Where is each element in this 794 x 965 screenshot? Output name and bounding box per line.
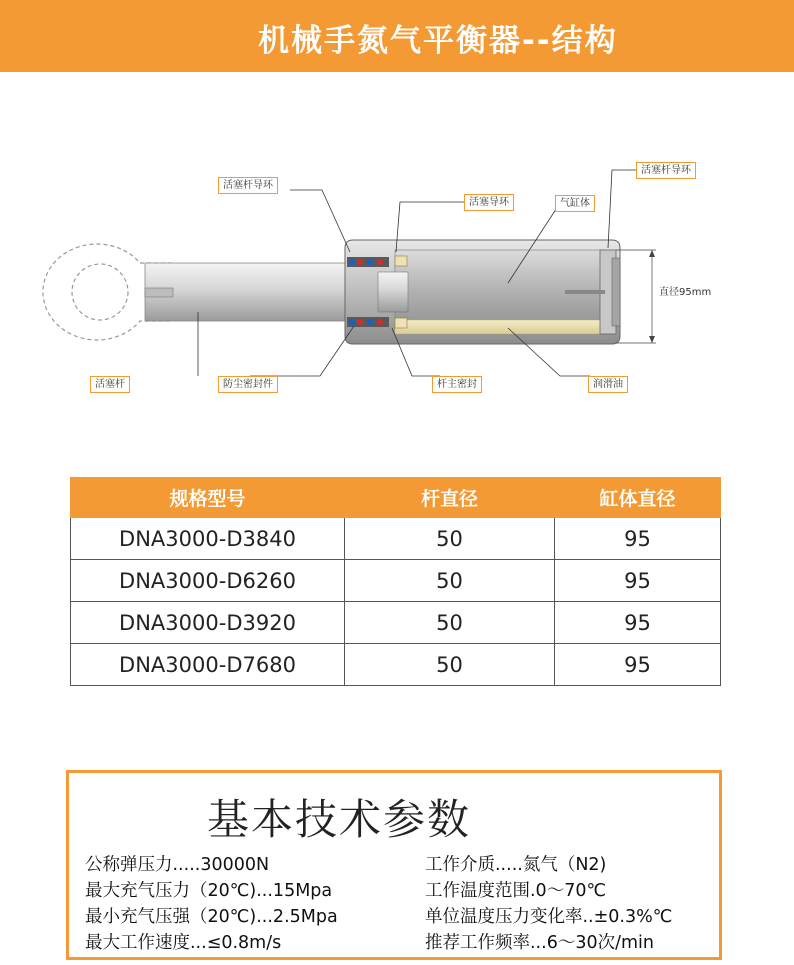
cell-rod-diameter: 50 (345, 644, 555, 686)
piston-rod (145, 263, 345, 321)
table-row (71, 644, 721, 686)
label-rod-main-seal: 杆主密封 (432, 376, 482, 393)
cell-cylinder-diameter: 95 (555, 602, 721, 644)
table-header-row (71, 478, 721, 518)
param-medium: 工作介质.....氮气（N2) (425, 855, 607, 875)
cylinder-drawing (0, 150, 794, 410)
col-header-model: 规格型号 (71, 478, 345, 518)
col-header-cylinder-diameter: 缸体直径 (555, 478, 721, 518)
param-max-speed: 最大工作速度...≤0.8m/s (85, 933, 282, 953)
label-rod-guide-ring-left: 活塞杆导环 (218, 177, 278, 194)
param-temperature-range: 工作温度范围.0～70℃ (425, 881, 607, 901)
label-cylinder-body: 气缸体 (555, 195, 595, 212)
param-max-charge-pressure: 最大充气压力（20℃)...15Mpa (85, 881, 333, 901)
params-title: 基本技术参数 (207, 795, 472, 844)
cell-model: DNA3000-D3840 (71, 518, 345, 560)
header-banner (0, 0, 794, 72)
label-piston-rod: 活塞杆 (90, 376, 130, 393)
table-row (71, 602, 721, 644)
label-diameter: 直径95mm (655, 285, 715, 300)
tech-params-box (66, 770, 722, 960)
label-rod-guide-ring-right: 活塞杆导环 (636, 162, 696, 179)
label-dust-seal: 防尘密封件 (218, 376, 278, 393)
label-lubricant: 润滑油 (588, 376, 628, 393)
param-nominal-pressure: 公称弹压力.....30000N (85, 855, 270, 875)
param-min-charge-pressure: 最小充气压强（20℃)...2.5Mpa (85, 907, 338, 927)
label-piston-guide-ring: 活塞导环 (464, 194, 514, 211)
cell-cylinder-diameter: 95 (555, 518, 721, 560)
col-header-rod-diameter: 杆直径 (345, 478, 555, 518)
cell-rod-diameter: 50 (345, 560, 555, 602)
page-title: 机械手氮气平衡器--结构 (258, 23, 618, 59)
cell-cylinder-diameter: 95 (555, 560, 721, 602)
table-row (71, 560, 721, 602)
param-work-frequency: 推荐工作频率...6～30次/min (425, 933, 654, 953)
cylinder-body (345, 240, 620, 344)
cell-model: DNA3000-D6260 (71, 560, 345, 602)
param-pressure-change-rate: 单位温度压力变化率..±0.3%℃ (425, 907, 673, 927)
cell-cylinder-diameter: 95 (555, 644, 721, 686)
diameter-dimension (616, 250, 656, 343)
cell-rod-diameter: 50 (345, 602, 555, 644)
cell-model: DNA3000-D3920 (71, 602, 345, 644)
cell-model: DNA3000-D7680 (71, 644, 345, 686)
cell-rod-diameter: 50 (345, 518, 555, 560)
structure-diagram (0, 150, 794, 410)
table-row (71, 518, 721, 560)
spec-table (70, 477, 721, 686)
